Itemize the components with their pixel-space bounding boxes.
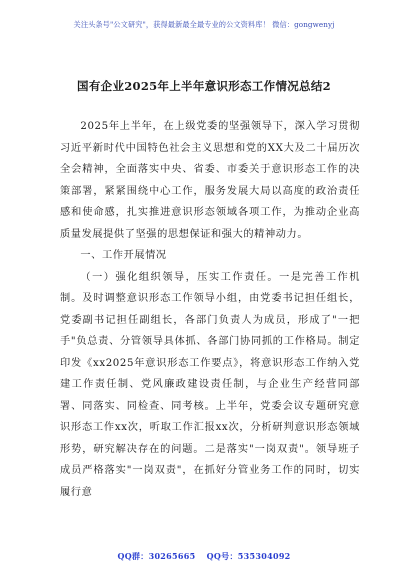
header-banner: 关注头条号"公文研究"，获得最新最全最专业的公文资料库！ 微信：gongwenyj bbox=[73, 20, 335, 29]
document-title: 国有企业2025年上半年意识形态工作情况总结2 bbox=[77, 79, 331, 93]
footer-banner bbox=[0, 551, 408, 562]
document-body bbox=[60, 116, 360, 503]
paragraph-intro: 2025年上半年，在上级党委的坚强领导下，深入学习贯彻习近平新时代中国特色社会主义思想和党的XX大及二十届历次全会精神，全面落实中央、省委、市委关于意识形态工作的决策部署，紧紧围绕中心工作，服务发展大局以高度的政治责任感和使命感，扎实推进意识形态领域各项工作，为推动企业高质量发展提供了坚强的思想保证和强大的精神动力。 bbox=[60, 121, 360, 240]
qq-group-contact bbox=[117, 551, 195, 561]
paragraph-organization: （一）强化组织领导，压实工作责任。一是完善工作机制。及时调整意识形态工作领导小组，由党委书记担任组长，党委副书记担任副组长，各部门负责人为成员，形成了"一把手"负总责、分管领导具体抓、各部门协同抓的工作格局。制定印发《xx2025年意识形态工作要点》，将意识形态工作纳入党建工作责任制、党风廉政建设责任制，与企业生产经营同部署、同落实、同检查、同考核。上半年，党委会议专题研究意识形态工作xx次，听取工作汇报xx次，分析研判意识形态领域形势，研究解决存在的问题。二是落实"一岗双责"。领导班子成员严格落实"一岗双责"，在抓好分管业务工作的同时，切实履行意 bbox=[60, 271, 360, 498]
qq-group-number: 30265665 bbox=[148, 551, 196, 561]
section-heading: 一、工作开展情况 bbox=[80, 250, 167, 261]
qq-label: QQ号： bbox=[206, 551, 238, 561]
qq-contact bbox=[207, 551, 291, 561]
qq-number: 535304092 bbox=[237, 551, 291, 561]
qq-group-label: QQ群： bbox=[117, 551, 149, 561]
